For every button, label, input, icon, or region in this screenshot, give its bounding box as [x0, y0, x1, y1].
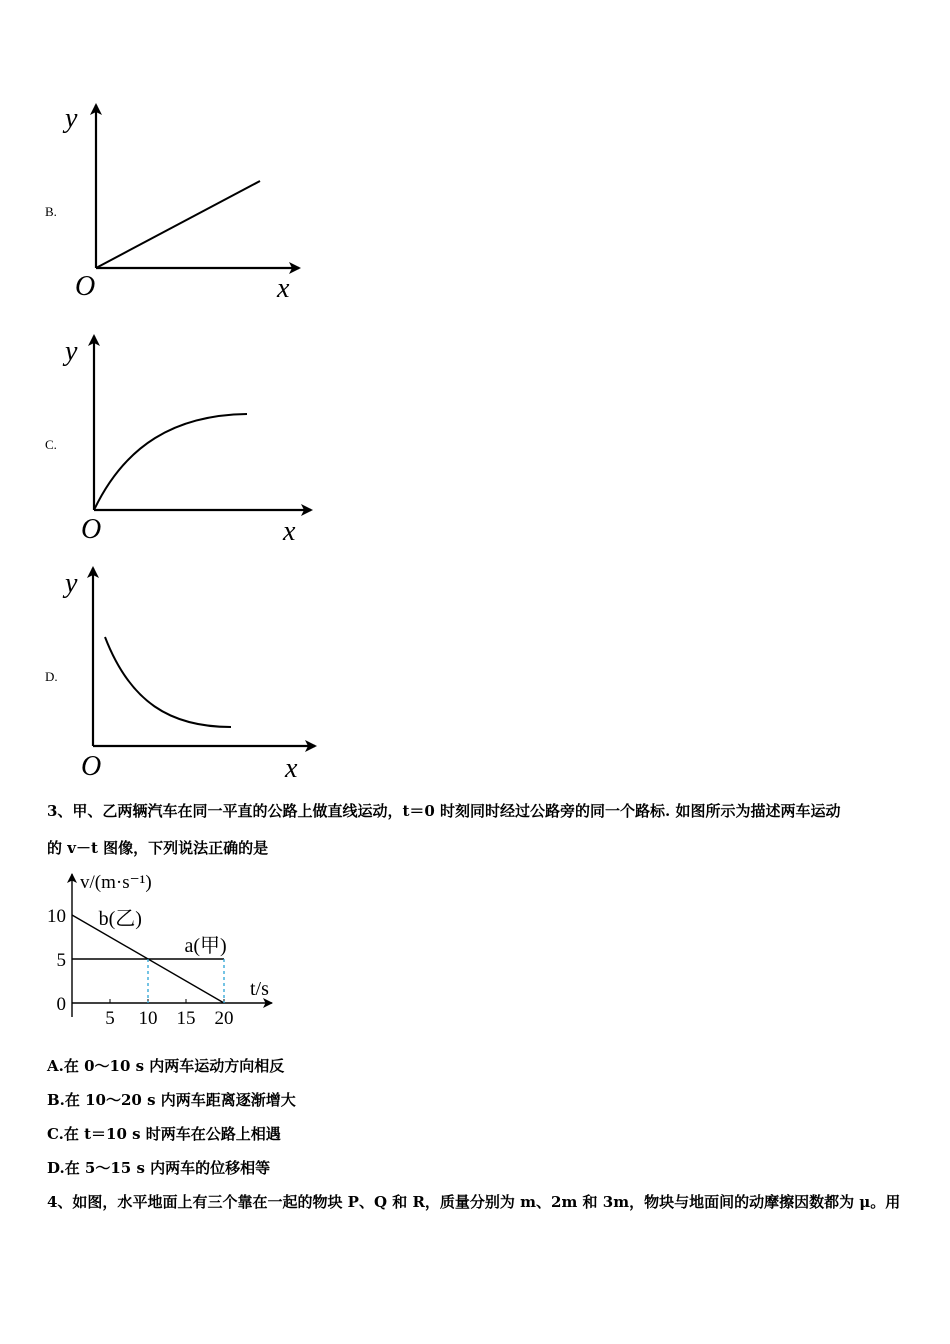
vt-series-label-a: a(甲) [184, 935, 227, 957]
vt-y-axis-label: v/(m·s⁻¹) [80, 872, 152, 893]
origin-label: O [75, 271, 96, 302]
linear-curve [96, 181, 260, 268]
vt-chart [40, 868, 290, 1033]
graph-c-concave-down [55, 330, 325, 548]
y-axis-label: y [65, 103, 78, 134]
x-axis-label: x [285, 753, 298, 784]
question-4-line-1: 4、如图，水平地面上有三个靠在一起的物块 P、Q 和 R，质量分别为 m、2m 和 3m，物块与地面间的动摩擦因数都为 μ。用 [47, 1193, 901, 1211]
y-axis-label: y [65, 568, 78, 599]
vt-y-tick-label: 5 [56, 950, 66, 971]
vt-x-tick-label: 10 [138, 1008, 158, 1029]
vt-x-tick-label: 20 [214, 1008, 234, 1029]
graph-b-linear [55, 95, 315, 310]
choice-a[interactable]: A.在 0～10 s 内两车运动方向相反 [47, 1057, 285, 1075]
x-axis-label: x [277, 273, 290, 304]
origin-label: O [81, 751, 102, 782]
vt-x-tick-label: 15 [176, 1008, 196, 1029]
option-c-letter: C. [45, 437, 57, 452]
vt-series-label-b: b(乙) [98, 908, 142, 931]
vt-x-tick-label: 5 [105, 1008, 115, 1029]
saturating-curve [94, 414, 247, 510]
decay-curve [105, 637, 231, 727]
graph-d-decay [55, 562, 330, 784]
y-axis-label: y [65, 336, 78, 367]
choice-b[interactable]: B.在 10～20 s 内两车距离逐渐增大 [47, 1091, 296, 1109]
origin-label: O [81, 514, 102, 545]
choice-c[interactable]: C.在 t＝10 s 时两车在公路上相遇 [47, 1125, 281, 1143]
question-3-line-1: 3、甲、乙两辆汽车在同一平直的公路上做直线运动，t＝0 时刻同时经过公路旁的同一个路标. 如图所示为描述两车运动 [47, 802, 841, 820]
question-3-line-2: 的 v－t 图像，下列说法正确的是 [47, 839, 269, 857]
option-d-letter: D. [45, 669, 58, 684]
choice-d[interactable]: D.在 5～15 s 内两车的位移相等 [47, 1159, 271, 1177]
x-axis-label: x [283, 516, 296, 547]
option-b-letter: B. [45, 204, 57, 219]
vt-y-tick-label: 10 [47, 906, 66, 927]
vt-y-tick-label: 0 [56, 994, 66, 1015]
vt-x-axis-label: t/s [250, 978, 269, 1000]
